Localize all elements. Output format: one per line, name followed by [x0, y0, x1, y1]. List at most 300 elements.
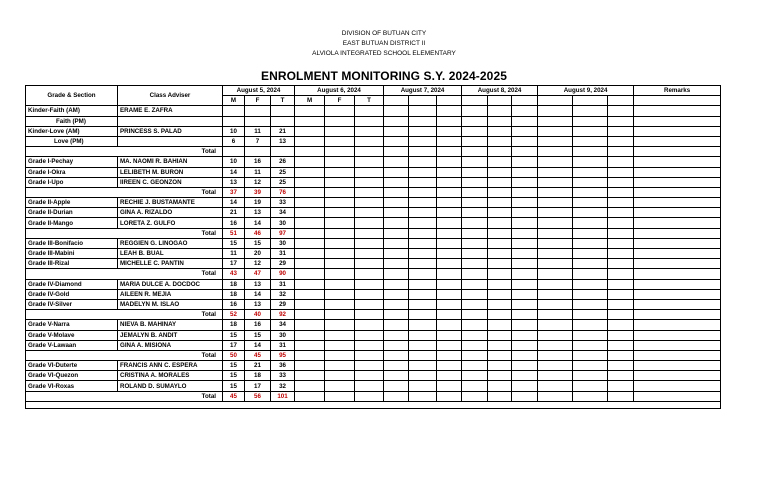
empty-count-cell	[384, 320, 409, 330]
male-count-cell: 16	[223, 218, 245, 228]
empty-count-cell	[608, 198, 634, 208]
empty-count-cell	[437, 350, 462, 360]
empty-count-cell	[462, 371, 488, 381]
female-count-cell: 40	[245, 310, 271, 320]
empty-count-cell	[512, 381, 538, 391]
total-header: T	[355, 96, 384, 106]
empty-header-cell	[384, 96, 409, 106]
blank-row	[26, 401, 721, 408]
female-count-cell: 13	[245, 279, 271, 289]
empty-count-cell	[295, 177, 325, 187]
male-count-cell: 43	[223, 269, 245, 279]
empty-count-cell	[409, 330, 437, 340]
empty-count-cell	[512, 208, 538, 218]
empty-count-cell	[384, 228, 409, 238]
remarks-cell	[634, 350, 721, 360]
empty-count-cell	[384, 259, 409, 269]
empty-count-cell	[295, 218, 325, 228]
remarks-cell	[634, 177, 721, 187]
empty-count-cell	[409, 249, 437, 259]
female-count-cell: 20	[245, 249, 271, 259]
empty-count-cell	[409, 391, 437, 401]
empty-count-cell	[608, 320, 634, 330]
grade-section-cell: Grade VI-Duterte	[26, 361, 118, 371]
remarks-cell	[634, 116, 721, 126]
remarks-cell	[634, 371, 721, 381]
empty-count-cell	[325, 177, 355, 187]
empty-count-cell	[512, 106, 538, 116]
total-count-cell	[271, 147, 295, 157]
class-adviser-cell: PRINCESS S. PALAD	[118, 126, 223, 136]
empty-count-cell	[325, 269, 355, 279]
male-count-cell: 17	[223, 340, 245, 350]
empty-count-cell	[384, 177, 409, 187]
female-count-cell	[245, 147, 271, 157]
female-count-cell	[245, 106, 271, 116]
grade-section-cell: Grade V-Molave	[26, 330, 118, 340]
empty-count-cell	[409, 218, 437, 228]
total-row	[26, 350, 721, 360]
empty-count-cell	[488, 361, 512, 371]
empty-count-cell	[409, 279, 437, 289]
empty-count-cell	[573, 167, 608, 177]
table-row	[26, 381, 721, 391]
empty-count-cell	[512, 289, 538, 299]
empty-count-cell	[462, 269, 488, 279]
empty-count-cell	[608, 208, 634, 218]
empty-count-cell	[538, 259, 573, 269]
male-count-cell	[223, 147, 245, 157]
empty-count-cell	[355, 116, 384, 126]
empty-count-cell	[488, 249, 512, 259]
male-header: M	[295, 96, 325, 106]
total-label: Total	[26, 187, 223, 197]
remarks-cell	[634, 218, 721, 228]
class-adviser-cell: REGGIEN G. LINOGAO	[118, 238, 223, 248]
male-count-cell: 6	[223, 136, 245, 146]
empty-count-cell	[325, 381, 355, 391]
class-adviser-cell: ERAME E. ZAFRA	[118, 106, 223, 116]
empty-count-cell	[538, 136, 573, 146]
grade-section-cell: Grade V-Lawaan	[26, 340, 118, 350]
empty-count-cell	[325, 157, 355, 167]
total-count-cell: 32	[271, 289, 295, 299]
empty-count-cell	[355, 177, 384, 187]
empty-count-cell	[512, 218, 538, 228]
empty-header-cell	[409, 96, 437, 106]
empty-count-cell	[295, 249, 325, 259]
empty-count-cell	[384, 249, 409, 259]
empty-count-cell	[573, 187, 608, 197]
empty-count-cell	[355, 330, 384, 340]
male-count-cell: 21	[223, 208, 245, 218]
empty-count-cell	[488, 116, 512, 126]
female-count-cell: 13	[245, 208, 271, 218]
empty-header-cell	[512, 96, 538, 106]
empty-count-cell	[538, 116, 573, 126]
empty-count-cell	[409, 381, 437, 391]
empty-count-cell	[384, 371, 409, 381]
empty-count-cell	[573, 269, 608, 279]
empty-count-cell	[295, 299, 325, 309]
empty-count-cell	[512, 167, 538, 177]
empty-count-cell	[512, 279, 538, 289]
empty-count-cell	[573, 136, 608, 146]
empty-count-cell	[512, 320, 538, 330]
table-row	[26, 289, 721, 299]
empty-count-cell	[608, 330, 634, 340]
empty-count-cell	[573, 249, 608, 259]
table-row	[26, 106, 721, 116]
male-count-cell: 15	[223, 371, 245, 381]
table-row	[26, 330, 721, 340]
page-title: ENROLMENT MONITORING S.Y. 2024-2025	[260, 69, 507, 83]
empty-count-cell	[437, 116, 462, 126]
empty-count-cell	[355, 208, 384, 218]
empty-count-cell	[608, 218, 634, 228]
female-count-cell: 39	[245, 187, 271, 197]
empty-count-cell	[573, 350, 608, 360]
empty-count-cell	[488, 177, 512, 187]
male-count-cell: 18	[223, 320, 245, 330]
empty-count-cell	[538, 299, 573, 309]
empty-count-cell	[488, 228, 512, 238]
empty-count-cell	[409, 177, 437, 187]
class-adviser-cell: NIEVA B. MAHINAY	[118, 320, 223, 330]
empty-count-cell	[573, 106, 608, 116]
total-count-cell: 30	[271, 330, 295, 340]
female-count-cell: 13	[245, 299, 271, 309]
male-count-cell: 37	[223, 187, 245, 197]
empty-count-cell	[355, 340, 384, 350]
empty-count-cell	[512, 310, 538, 320]
empty-count-cell	[462, 249, 488, 259]
empty-count-cell	[512, 299, 538, 309]
total-count-cell: 33	[271, 371, 295, 381]
class-adviser-cell: IIREEN C. GEONZON	[118, 177, 223, 187]
empty-count-cell	[608, 361, 634, 371]
empty-count-cell	[462, 361, 488, 371]
empty-count-cell	[295, 157, 325, 167]
male-count-cell: 15	[223, 381, 245, 391]
empty-count-cell	[437, 371, 462, 381]
empty-count-cell	[384, 340, 409, 350]
empty-count-cell	[462, 299, 488, 309]
class-adviser-cell: MARIA DULCE A. DOCDOC	[118, 279, 223, 289]
female-count-cell: 16	[245, 157, 271, 167]
empty-count-cell	[538, 218, 573, 228]
empty-count-cell	[384, 279, 409, 289]
empty-count-cell	[488, 330, 512, 340]
empty-count-cell	[462, 238, 488, 248]
class-adviser-cell: JEMALYN B. ANDIT	[118, 330, 223, 340]
empty-count-cell	[325, 106, 355, 116]
empty-count-cell	[295, 361, 325, 371]
empty-count-cell	[437, 361, 462, 371]
empty-count-cell	[384, 289, 409, 299]
empty-count-cell	[409, 350, 437, 360]
total-count-cell: 97	[271, 228, 295, 238]
empty-count-cell	[462, 310, 488, 320]
grade-section-cell: Grade VI-Roxas	[26, 381, 118, 391]
total-label: Total	[26, 269, 223, 279]
empty-count-cell	[512, 269, 538, 279]
empty-count-cell	[325, 350, 355, 360]
empty-count-cell	[488, 350, 512, 360]
empty-count-cell	[512, 249, 538, 259]
empty-count-cell	[384, 187, 409, 197]
empty-count-cell	[608, 289, 634, 299]
table-row	[26, 279, 721, 289]
empty-count-cell	[573, 371, 608, 381]
remarks-cell	[634, 126, 721, 136]
empty-count-cell	[325, 259, 355, 269]
female-count-cell: 11	[245, 167, 271, 177]
empty-count-cell	[608, 391, 634, 401]
empty-count-cell	[488, 187, 512, 197]
empty-count-cell	[538, 269, 573, 279]
empty-count-cell	[384, 391, 409, 401]
empty-count-cell	[512, 371, 538, 381]
empty-count-cell	[538, 350, 573, 360]
total-count-cell: 76	[271, 187, 295, 197]
male-count-cell: 45	[223, 391, 245, 401]
empty-count-cell	[409, 320, 437, 330]
empty-count-cell	[488, 371, 512, 381]
empty-header-cell	[573, 96, 608, 106]
empty-count-cell	[488, 208, 512, 218]
empty-count-cell	[437, 391, 462, 401]
male-header: M	[223, 96, 245, 106]
empty-count-cell	[409, 106, 437, 116]
grade-section-cell: Grade II-Durian	[26, 208, 118, 218]
female-count-cell: 12	[245, 259, 271, 269]
empty-count-cell	[384, 157, 409, 167]
empty-count-cell	[325, 187, 355, 197]
female-count-cell: 15	[245, 330, 271, 340]
empty-count-cell	[608, 126, 634, 136]
empty-count-cell	[325, 167, 355, 177]
empty-count-cell	[573, 198, 608, 208]
empty-count-cell	[488, 289, 512, 299]
empty-count-cell	[512, 238, 538, 248]
empty-count-cell	[437, 167, 462, 177]
enrolment-rows	[26, 106, 721, 408]
grade-section-cell: Grade V-Narra	[26, 320, 118, 330]
empty-count-cell	[538, 249, 573, 259]
empty-count-cell	[295, 289, 325, 299]
empty-count-cell	[573, 340, 608, 350]
grade-section-cell: Grade III-Bonifacio	[26, 238, 118, 248]
school-heading: ALVIOLA INTEGRATED SCHOOL ELEMENTARY	[312, 50, 456, 57]
empty-count-cell	[538, 187, 573, 197]
empty-count-cell	[488, 299, 512, 309]
empty-count-cell	[512, 340, 538, 350]
empty-count-cell	[538, 126, 573, 136]
empty-count-cell	[437, 259, 462, 269]
empty-count-cell	[538, 167, 573, 177]
empty-count-cell	[573, 310, 608, 320]
empty-count-cell	[462, 167, 488, 177]
district-heading: EAST BUTUAN DISTRICT II	[342, 40, 426, 47]
empty-count-cell	[325, 249, 355, 259]
empty-count-cell	[573, 228, 608, 238]
empty-count-cell	[462, 330, 488, 340]
empty-count-cell	[538, 361, 573, 371]
table-row	[26, 208, 721, 218]
empty-count-cell	[409, 157, 437, 167]
grade-section-cell: Grade II-Apple	[26, 198, 118, 208]
empty-count-cell	[409, 361, 437, 371]
empty-count-cell	[462, 177, 488, 187]
empty-count-cell	[409, 116, 437, 126]
empty-header-cell	[538, 96, 573, 106]
empty-count-cell	[573, 391, 608, 401]
empty-count-cell	[409, 289, 437, 299]
empty-count-cell	[538, 177, 573, 187]
empty-count-cell	[384, 269, 409, 279]
female-count-cell: 14	[245, 289, 271, 299]
empty-count-cell	[608, 147, 634, 157]
total-row	[26, 269, 721, 279]
remarks-header: Remarks	[634, 86, 721, 96]
grade-section-cell: Grade I-Upo	[26, 177, 118, 187]
male-count-cell: 17	[223, 259, 245, 269]
empty-count-cell	[325, 361, 355, 371]
male-count-cell: 14	[223, 198, 245, 208]
class-adviser-cell: MADELYN M. ISLAO	[118, 299, 223, 309]
remarks-cell	[634, 279, 721, 289]
empty-count-cell	[608, 136, 634, 146]
empty-count-cell	[409, 208, 437, 218]
empty-count-cell	[325, 320, 355, 330]
empty-count-cell	[355, 147, 384, 157]
female-count-cell: 14	[245, 218, 271, 228]
remarks-cell	[634, 310, 721, 320]
grade-section-cell: Kinder-Faith (AM)	[26, 106, 118, 116]
grade-section-header: Grade & Section	[26, 86, 118, 106]
female-count-cell: 47	[245, 269, 271, 279]
empty-count-cell	[295, 259, 325, 269]
grade-section-cell: Grade IV-Diamond	[26, 279, 118, 289]
empty-count-cell	[355, 320, 384, 330]
total-count-cell: 31	[271, 340, 295, 350]
empty-count-cell	[384, 198, 409, 208]
empty-count-cell	[512, 259, 538, 269]
empty-count-cell	[355, 310, 384, 320]
empty-count-cell	[538, 279, 573, 289]
empty-count-cell	[462, 208, 488, 218]
female-header: F	[245, 96, 271, 106]
empty-count-cell	[384, 167, 409, 177]
empty-count-cell	[573, 238, 608, 248]
empty-count-cell	[295, 381, 325, 391]
empty-count-cell	[462, 320, 488, 330]
empty-count-cell	[384, 106, 409, 116]
table-row	[26, 177, 721, 187]
remarks-cell	[634, 249, 721, 259]
empty-count-cell	[462, 116, 488, 126]
empty-count-cell	[538, 371, 573, 381]
female-count-cell: 21	[245, 361, 271, 371]
total-count-cell	[271, 106, 295, 116]
empty-count-cell	[437, 198, 462, 208]
empty-count-cell	[608, 279, 634, 289]
empty-count-cell	[437, 381, 462, 391]
empty-count-cell	[538, 157, 573, 167]
empty-count-cell	[488, 391, 512, 401]
empty-count-cell	[355, 238, 384, 248]
empty-count-cell	[409, 259, 437, 269]
empty-count-cell	[355, 299, 384, 309]
female-count-cell: 14	[245, 340, 271, 350]
class-adviser-cell: LORETA Z. GULFO	[118, 218, 223, 228]
empty-count-cell	[573, 147, 608, 157]
total-header: T	[271, 96, 295, 106]
total-count-cell: 26	[271, 157, 295, 167]
total-label: Total	[26, 350, 223, 360]
table-row	[26, 371, 721, 381]
empty-count-cell	[512, 228, 538, 238]
empty-count-cell	[409, 187, 437, 197]
empty-count-cell	[437, 218, 462, 228]
table-row	[26, 167, 721, 177]
female-count-cell: 15	[245, 238, 271, 248]
empty-count-cell	[409, 126, 437, 136]
empty-count-cell	[608, 177, 634, 187]
total-label: Total	[26, 391, 223, 401]
empty-count-cell	[295, 350, 325, 360]
empty-count-cell	[355, 187, 384, 197]
empty-count-cell	[573, 320, 608, 330]
empty-count-cell	[538, 320, 573, 330]
empty-count-cell	[437, 177, 462, 187]
male-count-cell: 15	[223, 361, 245, 371]
empty-count-cell	[355, 259, 384, 269]
total-count-cell: 90	[271, 269, 295, 279]
empty-count-cell	[462, 289, 488, 299]
empty-count-cell	[295, 126, 325, 136]
empty-count-cell	[488, 136, 512, 146]
empty-count-cell	[409, 299, 437, 309]
enrolment-table	[25, 85, 721, 409]
empty-count-cell	[437, 320, 462, 330]
empty-count-cell	[384, 126, 409, 136]
empty-count-cell	[488, 310, 512, 320]
empty-count-cell	[355, 106, 384, 116]
empty-count-cell	[608, 340, 634, 350]
empty-count-cell	[325, 136, 355, 146]
empty-count-cell	[437, 340, 462, 350]
female-count-cell: 56	[245, 391, 271, 401]
empty-count-cell	[437, 136, 462, 146]
empty-count-cell	[355, 126, 384, 136]
total-label: Total	[26, 147, 223, 157]
empty-count-cell	[538, 147, 573, 157]
grade-section-cell: Love (PM)	[26, 136, 118, 146]
male-count-cell: 18	[223, 289, 245, 299]
empty-count-cell	[488, 198, 512, 208]
empty-count-cell	[608, 299, 634, 309]
empty-count-cell	[512, 330, 538, 340]
empty-count-cell	[538, 340, 573, 350]
empty-count-cell	[462, 157, 488, 167]
empty-count-cell	[409, 167, 437, 177]
empty-count-cell	[409, 147, 437, 157]
empty-count-cell	[462, 187, 488, 197]
total-count-cell: 33	[271, 198, 295, 208]
empty-count-cell	[462, 126, 488, 136]
